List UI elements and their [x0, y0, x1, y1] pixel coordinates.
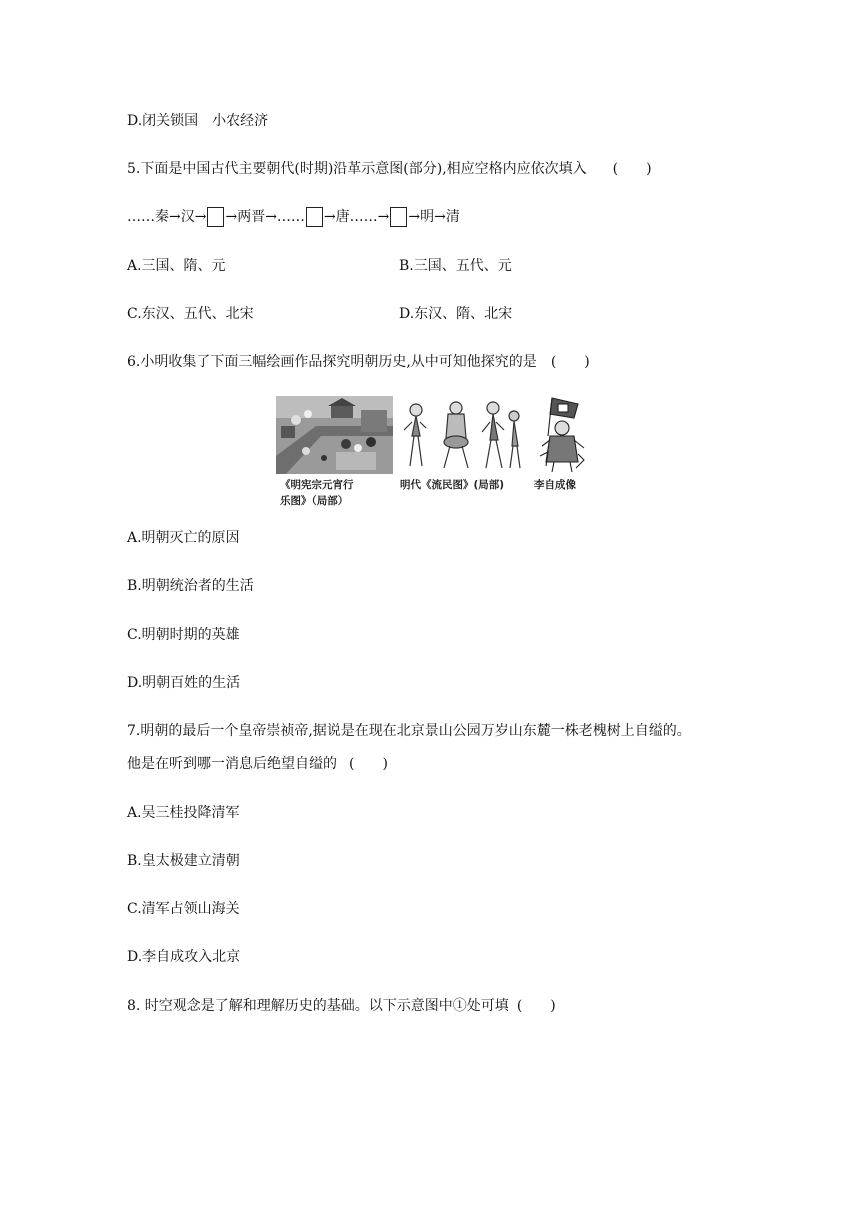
q5-dynasty-sequence	[127, 207, 460, 227]
q6-answer-paren: ( )	[550, 354, 590, 370]
q5-option-a: A.三国、隋、元	[127, 258, 226, 274]
caption-li-zicheng: 李自成像	[534, 479, 576, 491]
caption-lantern-festival-line2: 乐图》（局部）	[280, 495, 349, 507]
q5-answer-paren: ( )	[612, 161, 652, 177]
q8-stem-text: 8. 时空观念是了解和理解历史的基础。以下示意图中①处可填	[127, 998, 509, 1014]
q5-blank-box-2	[306, 207, 323, 227]
q6-option-c: C.明朝时期的英雄	[127, 627, 240, 643]
q7-stem-line2	[127, 754, 388, 774]
q5-sequence-part1: ……秦→汉→	[127, 209, 207, 225]
q5-option-b: B.三国、五代、元	[399, 258, 512, 274]
q5-sequence-part4: →明→清	[408, 209, 460, 225]
painting-lantern-festival	[276, 396, 393, 474]
portrait-li-zicheng	[534, 396, 588, 474]
q5-sequence-part2: →两晋→……	[225, 209, 305, 225]
q4-option-d: D.闭关锁国 小农经济	[127, 113, 269, 129]
q7-stem-text: 他是在听到哪一消息后绝望自缢的	[127, 756, 337, 772]
q6-paintings-figure	[276, 396, 588, 512]
q6-option-d: D.明朝百姓的生活	[127, 675, 241, 691]
q7-option-b: B.皇太极建立清朝	[127, 853, 240, 869]
q8-answer-paren: ( )	[516, 998, 556, 1014]
caption-refugees: 明代《流民图》(局部)	[400, 479, 505, 491]
q6-option-b: B.明朝统治者的生活	[127, 578, 254, 594]
q5-sequence-part3: →唐……→	[323, 209, 390, 225]
q5-stem-text: 5.下面是中国古代主要朝代(时期)沿革示意图(部分),相应空格内应依次填入	[127, 161, 587, 177]
q6-option-a: A.明朝灭亡的原因	[127, 530, 240, 546]
q7-stem-line1: 7.明朝的最后一个皇帝崇祯帝,据说是在现在北京景山公园万岁山东麓一株老槐树上自缢的。	[127, 723, 691, 739]
q7-answer-paren: ( )	[349, 756, 388, 772]
q5-option-d: D.东汉、隋、北宋	[399, 306, 513, 322]
caption-lantern-festival-line1: 《明宪宗元宵行	[280, 479, 354, 491]
q5-blank-box-3	[390, 207, 407, 227]
q7-option-a: A.吴三桂投降清军	[127, 805, 240, 821]
q6-stem	[127, 352, 590, 372]
painting-refugees	[398, 396, 528, 474]
q5-stem	[127, 159, 652, 179]
q7-option-d: D.李自成攻入北京	[127, 949, 241, 965]
q5-blank-box-1	[207, 207, 224, 227]
q8-stem	[127, 996, 556, 1016]
q7-option-c: C.清军占领山海关	[127, 901, 240, 917]
q6-stem-text: 6.小明收集了下面三幅绘画作品探究明朝历史,从中可知他探究的是	[127, 354, 537, 370]
q5-option-c: C.东汉、五代、北宋	[127, 306, 254, 322]
